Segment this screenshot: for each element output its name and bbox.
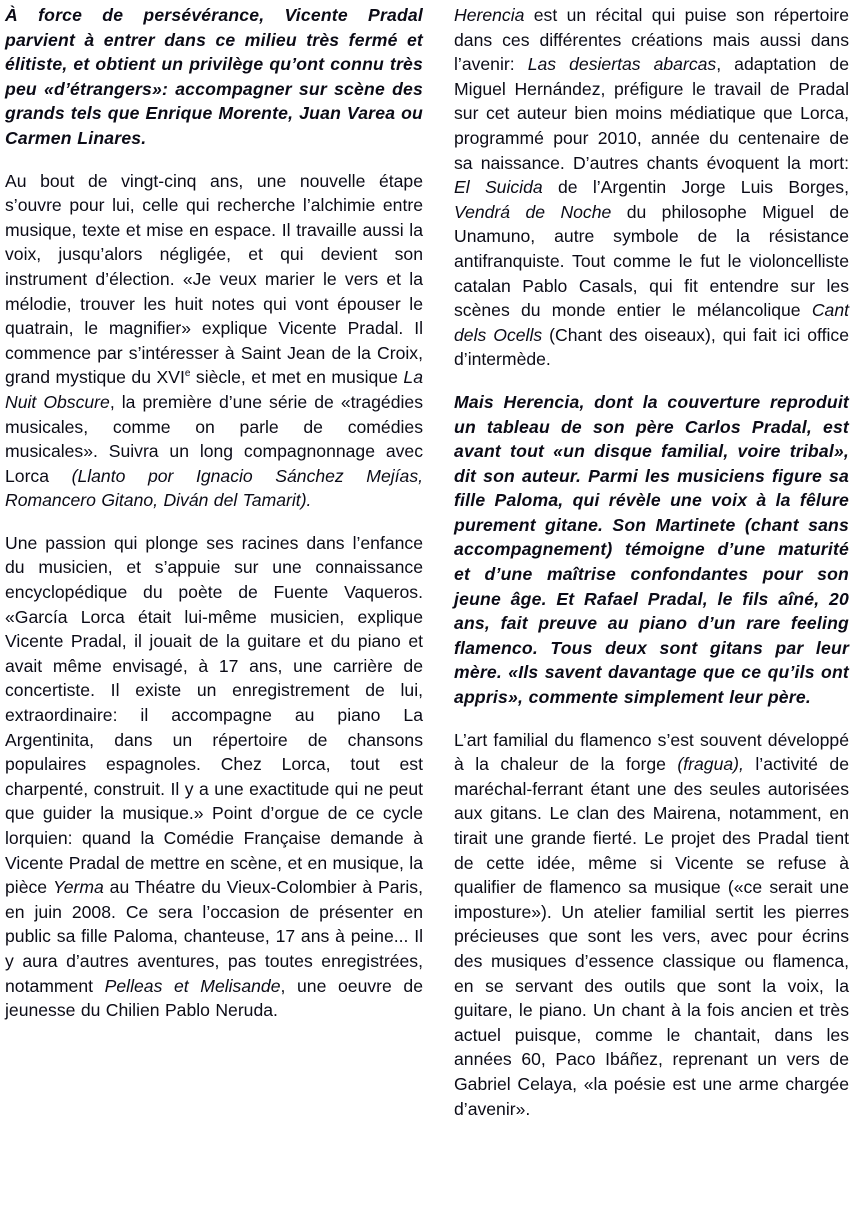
work-title: Las desiertas abarcas	[527, 54, 717, 75]
text-run: au Théatre du Vieux-Colombier à Paris, en juin 2008. Ce sera l’occasion de présenter en public sa fille Paloma, chanteuse, 17 ans à peine... Il y aura d’autres aventures, pas toutes enregistrées, notamment	[5, 877, 423, 996]
highlight-paragraph: Mais Herencia, dont la couverture reproduit un tableau de son père Carlos Pradal, est avant tout «un disque familial, voire tribal», dit son auteur. Parmi les musiciens figure sa fille Paloma, qui révèle une voix à la fêlure purement gitane. Son Martinete (chant sans accompagnement) témoigne d’une maturité et d’une maîtrise confondantes pour son jeune âge. Et Rafael Pradal, le fils aîné, 20 ans, fait preuve au piano d’un rare feeling flamenco. Tous deux sont gitans par leur mère. «Ils savent davantage que ce qu’ils ont appris», commente simplement leur père.	[454, 391, 849, 708]
text-run: est un récital qui puise son répertoire dans ces différentes créations mais aussi dans l’avenir:	[454, 5, 849, 75]
text-run: Une passion qui plonge ses racines dans l’enfance du musicien, et s’appuie sur une connaissance encyclopédique du poète de Fuente Vaqueros. «García Lorca était lui-même musicien, explique Vicente Pradal, il jouait de la guitare et du piano et avait même envisagé, à 17 ans, une carrière de concertiste. Il existe un enregistrement de lui, extraordinaire: il accompagne au piano La Argentinita, dans un répertoire de chansons populaires espagnoles. Chez Lorca, tout est charpenté, construit. Il y a une exactitude qui ne peut que guider la musique.» Point d’orgue de ce cycle lorquien: quand la Comédie Française demande à Vicente Pradal de mettre en scène, et en musique, la pièce	[5, 532, 423, 898]
text-run: (Chant des oiseaux), qui fait ici office d’intermède.	[454, 324, 849, 370]
text-run: L’art familial du flamenco s’est souvent développé à la chaleur de la forge	[454, 729, 849, 775]
work-title: Herencia	[454, 5, 525, 25]
paragraph-art-familial	[454, 728, 849, 1122]
paragraph-alchimie	[5, 169, 423, 513]
work-title: Pelleas et Melisande	[104, 975, 281, 996]
work-title: Cant dels Ocells	[454, 300, 849, 345]
text-run: , une oeuvre de jeunesse du Chilien Pablo Neruda.	[5, 975, 423, 1021]
paragraph-herencia	[454, 3, 849, 372]
paragraph-passion	[5, 531, 423, 1023]
left-column	[5, 3, 423, 1041]
text-run: , adaptation de Miguel Hernández, préfigure le travail de Pradal sur cet auteur bien moins médiatique que Lorca, programmé pour 2010, année du centenaire de sa naissance. D’autres chants évoquent la mort:	[454, 54, 849, 173]
work-title: La Nuit Obscure	[5, 367, 423, 412]
text-run: siècle, et met en musique	[190, 367, 404, 388]
term: (fragua),	[677, 754, 744, 775]
work-title: El Suicida	[454, 177, 543, 198]
text-run: , la première d’une série de «tragédies musicales, comme on parle de comédies musicales». Suivra un long compagnonnage avec Lorca	[5, 391, 423, 486]
text-run: Au bout de vingt-cinq ans, une nouvelle étape s’ouvre pour lui, celle qui recherche l’alchimie entre musique, texte et mise en espace. Il travaille aussi la voix, jusqu’alors négligée, et qui devient son instrument d’élection. «Je veux marier le vers et la mélodie, trouver les huit notes qui vont épouser le quatrain, le magnifier» explique Vicente Pradal. Il commence par s’intéresser à Saint Jean de la Croix, grand mystique du XVI	[5, 170, 423, 388]
work-titles: (Llanto por Ignacio Sánchez Mejías, Romancero Gitano, Diván del Tamarit).	[5, 465, 424, 511]
work-title: Vendrá de Noche	[454, 201, 612, 222]
text-run: de l’Argentin Jorge Luis Borges,	[542, 177, 849, 198]
text-run: l’activité de maréchal-ferrant étant une des seules autorisées aux gitans. Le clan des Mairena, notamment, en tirait une grande fierté. Le projet des Pradal tient de cette idée, même si Vicente se refuse à qualifier de flamenco sa musique («ce serait une imposture»). Un atelier familial sertit les pierres précieuses que sont les vers, avec pour écrins des musiques d’essence classique ou flamenca, en se servant des outils que sont la voix, la guitare, le piano. Un chant à la fois ancien et très actuel puisque, comme le chantait, dans les années 60, Paco Ibáñez, reprenant un vers de Gabriel Celaya, «la poésie est une arme chargée d’avenir».	[454, 754, 849, 1119]
lead-paragraph: À force de persévérance, Vicente Pradal parvient à entrer dans ce milieu très fermé et élitiste, et obtient un privilège qu’ont connu très peu «d’étrangers»: accompagner sur scène des grands tels que Enrique Morente, Juan Varea ou Carmen Linares.	[5, 5, 423, 148]
work-title: Yerma	[52, 877, 104, 898]
right-column	[454, 3, 849, 1139]
superscript: e	[184, 368, 191, 380]
text-run: du philosophe Miguel de Unamuno, autre symbole de la résistance antifranquiste. Tout comme le fut le violoncelliste catalan Pablo Casals, qui fit entendre sur les scènes du monde entier le mélancolique	[454, 201, 849, 321]
